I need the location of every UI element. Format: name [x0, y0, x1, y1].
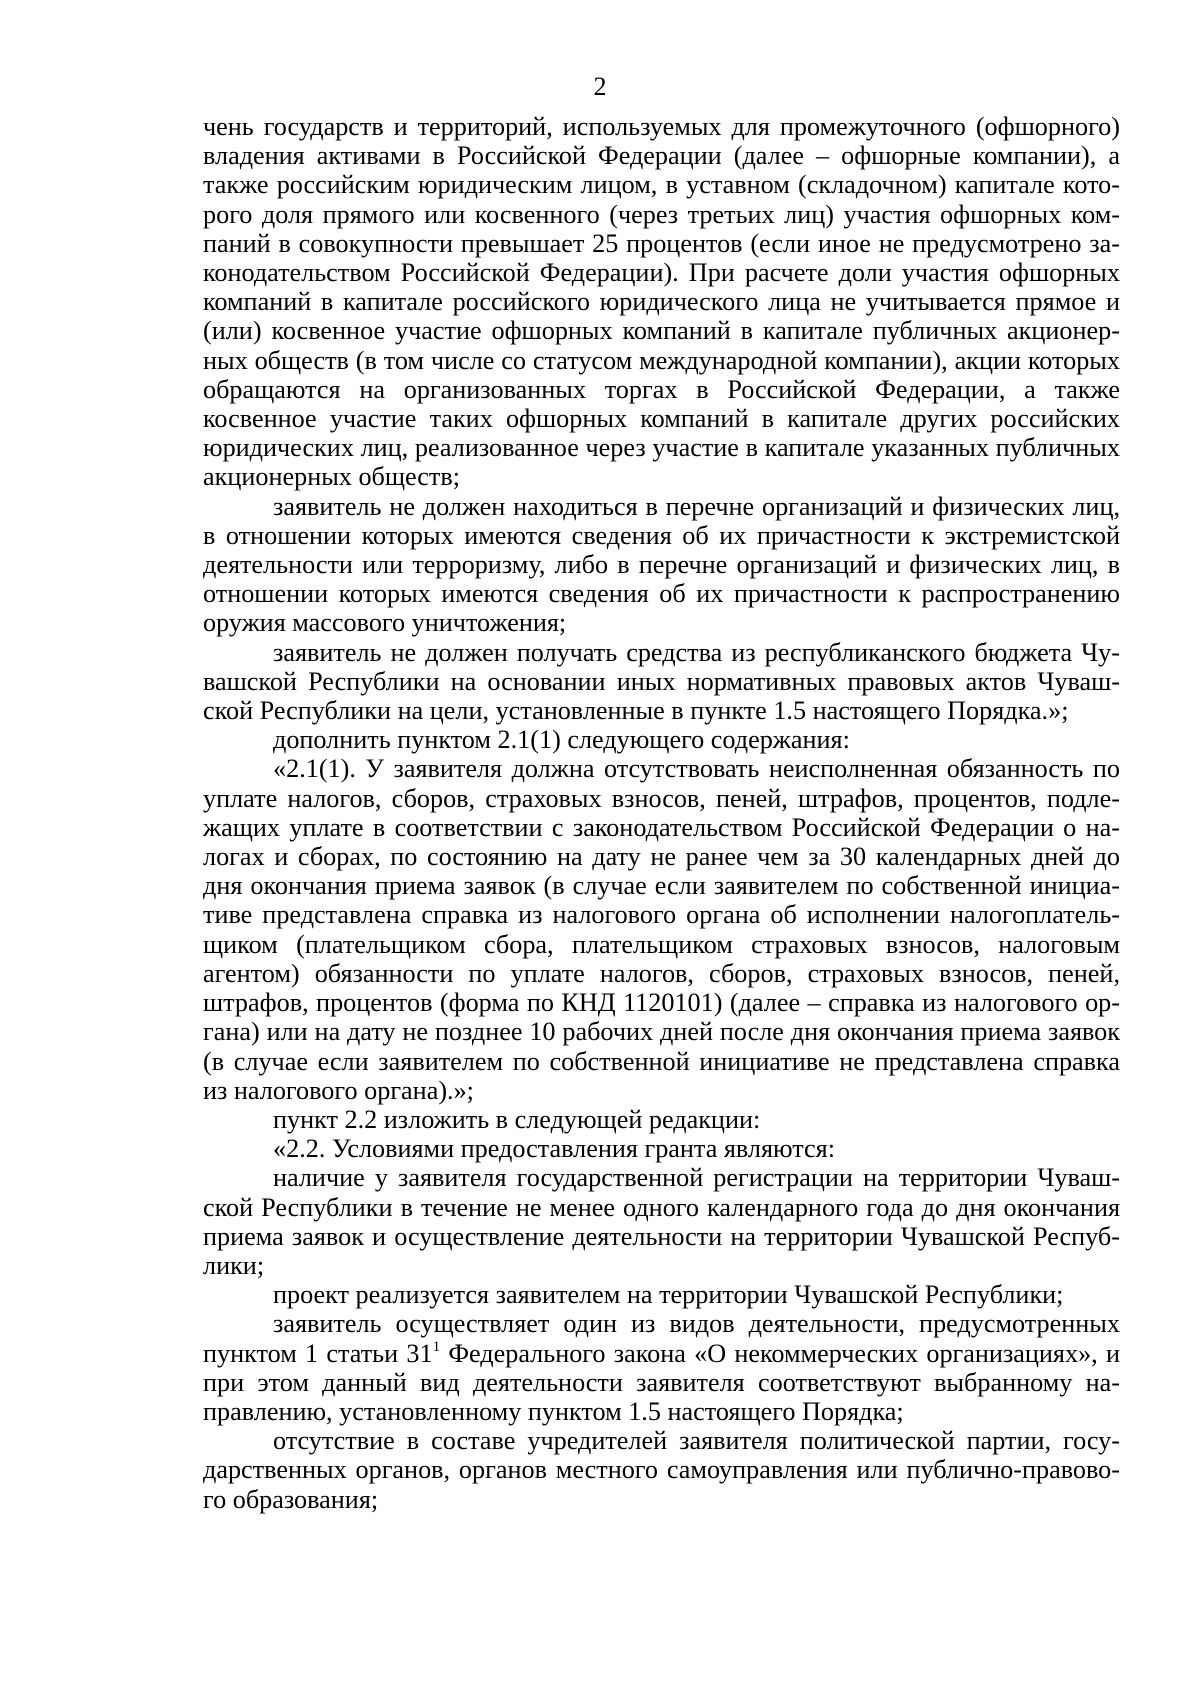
- paragraph-activity-type: [203, 1309, 1120, 1426]
- paragraph-clause-2-1-1: «2.1(1). У заявителя должна отсутствовать неисполненная обязанность по уплате налогов, сборов, страховых взносов, пеней, штрафов, процентов, подлежащих уплате в соответствии с законодательством Российской Федерации о налогах и сборах, по состоянию на дату не ранее чем за 30 календарных дней до дня окончания приема заявок (в случае если заявителем по собственной инициативе представлена справка из налогового органа об исполнении налогоплательщиком (плательщиком сбора, плательщиком страховых взносов, налоговым агентом) обязанности по уплате налогов, сборов, страховых взносов, пеней, штрафов, процентов (форма по КНД 1120101) (далее – справка из налогового органа) или на дату не позднее 10 рабочих дней после дня окончания приема заявок (в случае если заявителем по собственной инициативе не представлена справка из налогового органа).»;: [203, 754, 1120, 1105]
- paragraph-extremism-list: заявитель не должен находиться в перечне организаций и физических лиц, в отношении которых имеются сведения об их причастности к экстремистской деятельности или терроризму, либо в перечне организаций и физических лиц, в отношении которых имеются сведения об их причастности к распространению оружия массового уничтожения;: [203, 491, 1120, 638]
- document-body: [203, 112, 1120, 1514]
- activity-text-before: заявитель осуществляет один из видов деятельности, предусмотренных пунктом 1 статьи 31: [203, 1309, 1120, 1368]
- paragraph-founders: отсутствие в составе учредителей заявителя политической партии, государственных органов, органов местного самоуправления или публично-правового образования;: [203, 1426, 1120, 1514]
- paragraph-budget-funds: заявитель не должен получать средства из республиканского бюджета Чувашской Республики на основании иных нормативных правовых актов Чувашской Республики на цели, установленные в пункте 1.5 настоящего Порядка.»;: [203, 637, 1120, 726]
- paragraph-project-territory: проект реализуется заявителем на территории Чувашской Республики;: [273, 1280, 1064, 1310]
- activity-text-after: Федерального закона «О некоммерческих организациях», и при этом данный вид деятельности заявителя соответствуют выбранному направлению, установленному пунктом 1.5 настоящего Порядка;: [203, 1338, 1120, 1426]
- page-number: 2: [593, 72, 607, 101]
- article-superscript: 1: [432, 1338, 441, 1355]
- paragraph-state-registration: наличие у заявителя государственной регистрации на территории Чувашской Республики в течение не менее одного календарного года до дня окончания приема заявок и осуществление деятельности на территории Чувашской Республики;: [203, 1163, 1120, 1280]
- paragraph-grant-conditions: «2.2. Условиями предоставления гранта являются:: [273, 1134, 835, 1164]
- paragraph-clause-2-2-intro: пункт 2.2 изложить в следующей редакции:: [273, 1104, 761, 1134]
- paragraph-offshore-companies: чень государств и территорий, используемых для промежуточного (офшорного) владения активами в Российской Федерации (далее – офшорные компании), а также российским юридическим лицом, в уставном (складочном) капитале которого доля прямого или косвенного (через третьих лиц) участия офшорных компаний в совокупности превышает 25 процентов (если иное не предусмотрено законодательством Российской Федерации). При расчете доли участия офшорных компаний в капитале российского юридического лица не учитывается прямое и (или) косвенное участие офшорных компаний в капитале публичных акционерных обществ (в том числе со статусом международной компании), акции которых обращаются на организованных торгах в Российской Федерации, а также косвенное участие таких офшорных компаний в капитале других российских юридических лиц, реализованное через участие в капитале указанных публичных акционерных обществ;: [203, 112, 1120, 492]
- paragraph-add-clause: дополнить пунктом 2.1(1) следующего содержания:: [273, 725, 850, 755]
